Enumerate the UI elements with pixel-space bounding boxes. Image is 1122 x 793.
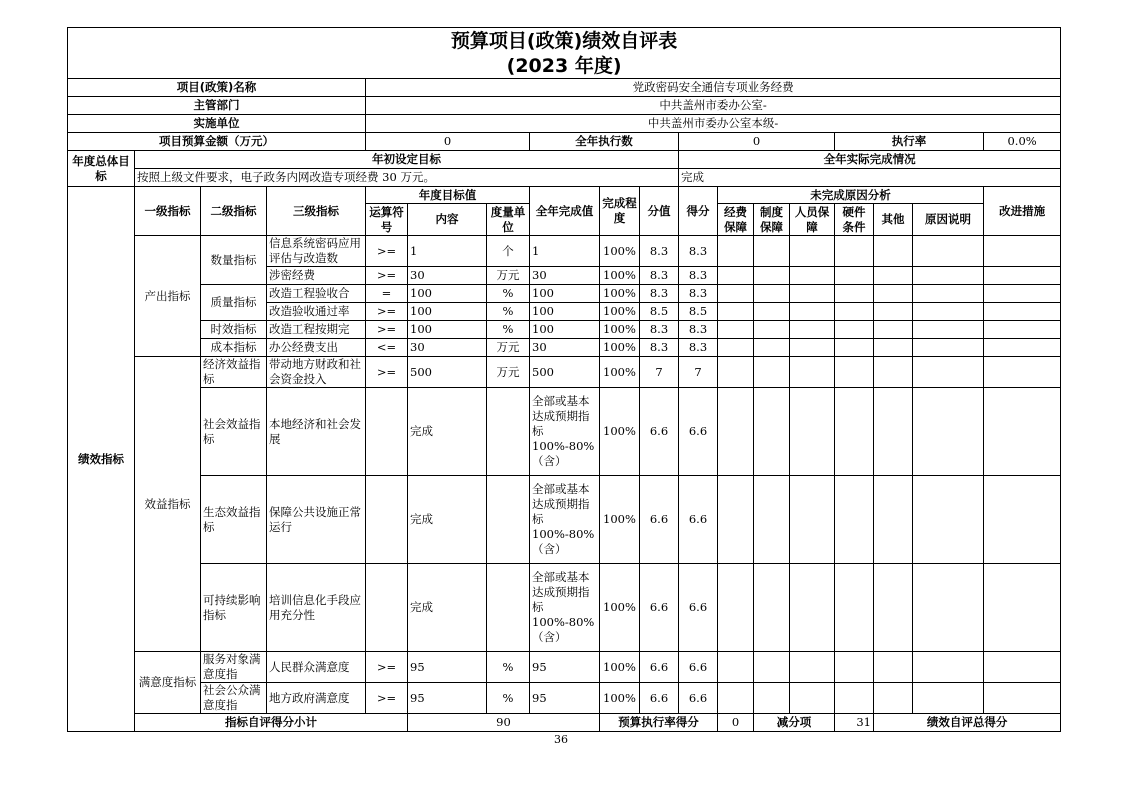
actual-cell: 100 [530, 285, 600, 303]
unit-cell [487, 564, 530, 652]
annual-exec-label: 全年执行数 [530, 133, 679, 151]
actual-goal-text: 完成 [679, 169, 1061, 187]
subtotal-value: 90 [408, 714, 600, 732]
unit-cell: % [487, 285, 530, 303]
header-r-other: 其他 [874, 204, 913, 236]
actual-cell: 100 [530, 321, 600, 339]
unit-cell: % [487, 683, 530, 714]
unit-cell: 个 [487, 236, 530, 267]
actual-cell: 500 [530, 357, 600, 388]
department-label: 主管部门 [68, 97, 366, 115]
degree-cell: 100% [600, 236, 640, 267]
op-cell: >= [366, 321, 408, 339]
value-cell: 8.3 [640, 267, 679, 285]
deduct-label: 减分项 [754, 714, 835, 732]
header-content: 内容 [408, 204, 487, 236]
level3-cell: 信息系统密码应用评估与改造数 [267, 236, 366, 267]
perf-label: 绩效指标 [68, 187, 135, 732]
level2-cell: 服务对象满意度指 [201, 652, 267, 683]
value-cell: 6.6 [640, 683, 679, 714]
budget-label: 项目预算金额（万元） [68, 133, 366, 151]
subtotal-label: 指标自评得分小计 [135, 714, 408, 732]
header-r-system: 制度保障 [754, 204, 790, 236]
degree-cell: 100% [600, 321, 640, 339]
header-r-explain: 原因说明 [913, 204, 984, 236]
score-cell: 8.5 [679, 303, 718, 321]
header-score: 得分 [679, 187, 718, 236]
table-row [68, 683, 1061, 714]
table-row [68, 339, 1061, 357]
actual-cell: 全部或基本达成预期指标100%-80%（含） [530, 388, 600, 476]
value-cell: 8.3 [640, 339, 679, 357]
score-cell: 8.3 [679, 236, 718, 267]
degree-cell: 100% [600, 564, 640, 652]
score-cell: 6.6 [679, 476, 718, 564]
actual-cell: 全部或基本达成预期指标100%-80%（含） [530, 564, 600, 652]
unit-label: 实施单位 [68, 115, 366, 133]
value-cell: 8.3 [640, 321, 679, 339]
group-benefit: 效益指标 [135, 357, 201, 652]
score-cell: 8.3 [679, 321, 718, 339]
table-row [68, 357, 1061, 388]
header-score-value: 分值 [640, 187, 679, 236]
header-level2: 二级指标 [201, 187, 267, 236]
op-cell: >= [366, 303, 408, 321]
degree-cell: 100% [600, 476, 640, 564]
level3-cell: 改造工程验收合 [267, 285, 366, 303]
level2-cell: 时效指标 [201, 321, 267, 339]
table-row [68, 388, 1061, 476]
value-cell: 6.6 [640, 652, 679, 683]
project-name: 党政密码安全通信专项业务经费 [366, 79, 1061, 97]
level3-cell: 涉密经费 [267, 267, 366, 285]
table-row [68, 236, 1061, 267]
score-cell: 6.6 [679, 388, 718, 476]
content-cell: 1 [408, 236, 487, 267]
annual-exec-value: 0 [679, 133, 835, 151]
header-r-funding: 经费保障 [718, 204, 754, 236]
level3-cell: 改造验收通过率 [267, 303, 366, 321]
content-cell: 95 [408, 652, 487, 683]
value-cell: 6.6 [640, 564, 679, 652]
level3-cell: 保障公共设施正常运行 [267, 476, 366, 564]
op-cell: >= [366, 236, 408, 267]
value-cell: 7 [640, 357, 679, 388]
content-cell: 30 [408, 267, 487, 285]
op-cell: >= [366, 357, 408, 388]
unit-cell: 万元 [487, 339, 530, 357]
level2-cell: 社会效益指标 [201, 388, 267, 476]
budget-score-label: 预算执行率得分 [600, 714, 718, 732]
table-row [68, 564, 1061, 652]
page-title: 预算项目(政策)绩效自评表 [68, 28, 1061, 55]
header-degree: 完成程度 [600, 187, 640, 236]
content-cell: 30 [408, 339, 487, 357]
table-row [68, 321, 1061, 339]
actual-cell: 95 [530, 683, 600, 714]
page-subtitle: (2023 年度) [68, 55, 1061, 79]
score-cell: 7 [679, 357, 718, 388]
op-cell: >= [366, 652, 408, 683]
header-r-staff: 人员保障 [790, 204, 835, 236]
table-row [68, 476, 1061, 564]
header-level1: 一级指标 [135, 187, 201, 236]
op-cell [366, 564, 408, 652]
op-cell: >= [366, 683, 408, 714]
level2-cell: 经济效益指标 [201, 357, 267, 388]
level2-cell: 社会公众满意度指 [201, 683, 267, 714]
content-cell: 100 [408, 303, 487, 321]
content-cell: 95 [408, 683, 487, 714]
content-cell: 500 [408, 357, 487, 388]
exec-rate-label: 执行率 [835, 133, 984, 151]
table-row [68, 285, 1061, 303]
level2-cell: 质量指标 [201, 285, 267, 321]
content-cell: 完成 [408, 476, 487, 564]
total-label: 绩效自评总得分 [874, 714, 1061, 732]
level3-cell: 带动地方财政和社会资金投入 [267, 357, 366, 388]
unit: 中共盖州市委办公室本级- [366, 115, 1061, 133]
header-op: 运算符号 [366, 204, 408, 236]
page-number: 36 [554, 733, 568, 746]
level3-cell: 办公经费支出 [267, 339, 366, 357]
budget-score-value: 0 [718, 714, 754, 732]
unit-cell [487, 388, 530, 476]
unit-cell: 万元 [487, 267, 530, 285]
degree-cell: 100% [600, 388, 640, 476]
op-cell [366, 476, 408, 564]
value-cell: 6.6 [640, 476, 679, 564]
header-level3: 三级指标 [267, 187, 366, 236]
degree-cell: 100% [600, 285, 640, 303]
value-cell: 6.6 [640, 388, 679, 476]
value-cell: 8.3 [640, 236, 679, 267]
op-cell: = [366, 285, 408, 303]
level3-cell: 本地经济和社会发展 [267, 388, 366, 476]
level2-cell: 数量指标 [201, 236, 267, 285]
content-cell: 100 [408, 321, 487, 339]
value-cell: 8.5 [640, 303, 679, 321]
unit-cell: 万元 [487, 357, 530, 388]
level2-cell: 成本指标 [201, 339, 267, 357]
score-cell: 6.6 [679, 652, 718, 683]
group-output: 产出指标 [135, 236, 201, 357]
content-cell: 完成 [408, 388, 487, 476]
op-cell [366, 388, 408, 476]
degree-cell: 100% [600, 303, 640, 321]
score-cell: 8.3 [679, 285, 718, 303]
content-cell: 100 [408, 285, 487, 303]
degree-cell: 100% [600, 652, 640, 683]
content-cell: 完成 [408, 564, 487, 652]
level2-cell: 可持续影响指标 [201, 564, 267, 652]
performance-table [67, 27, 1061, 732]
level3-cell: 改造工程按期完 [267, 321, 366, 339]
header-unit: 度量单位 [487, 204, 530, 236]
actual-cell: 100 [530, 303, 600, 321]
score-cell: 8.3 [679, 339, 718, 357]
initial-goal-label: 年初设定目标 [135, 151, 679, 169]
degree-cell: 100% [600, 683, 640, 714]
op-cell: <= [366, 339, 408, 357]
group-satisfaction: 满意度指标 [135, 652, 201, 714]
degree-cell: 100% [600, 339, 640, 357]
actual-cell: 全部或基本达成预期指标100%-80%（含） [530, 476, 600, 564]
deduct-value: 31 [835, 714, 874, 732]
degree-cell: 100% [600, 267, 640, 285]
actual-cell: 30 [530, 267, 600, 285]
level2-cell: 生态效益指标 [201, 476, 267, 564]
actual-cell: 30 [530, 339, 600, 357]
level3-cell: 人民群众满意度 [267, 652, 366, 683]
header-reasons: 未完成原因分析 [718, 187, 984, 204]
annual-goal-label: 年度总体目标 [68, 151, 135, 187]
unit-cell: % [487, 303, 530, 321]
level3-cell: 培训信息化手段应用充分性 [267, 564, 366, 652]
unit-cell: % [487, 321, 530, 339]
department: 中共盖州市委办公室- [366, 97, 1061, 115]
actual-goal-label: 全年实际完成情况 [679, 151, 1061, 169]
header-actual: 全年完成值 [530, 187, 600, 236]
unit-cell: % [487, 652, 530, 683]
actual-cell: 95 [530, 652, 600, 683]
actual-cell: 1 [530, 236, 600, 267]
exec-rate-value: 0.0% [984, 133, 1061, 151]
score-cell: 6.6 [679, 683, 718, 714]
unit-cell [487, 476, 530, 564]
score-cell: 6.6 [679, 564, 718, 652]
initial-goal-text: 按照上级文件要求，电子政务内网改造专项经费 30 万元。 [135, 169, 679, 187]
score-cell: 8.3 [679, 267, 718, 285]
value-cell: 8.3 [640, 285, 679, 303]
header-annual-target: 年度目标值 [366, 187, 530, 204]
budget-value: 0 [366, 133, 530, 151]
project-name-label: 项目(政策)名称 [68, 79, 366, 97]
table-row [68, 652, 1061, 683]
level3-cell: 地方政府满意度 [267, 683, 366, 714]
degree-cell: 100% [600, 357, 640, 388]
header-r-hardware: 硬件条件 [835, 204, 874, 236]
op-cell: >= [366, 267, 408, 285]
header-improve: 改进措施 [984, 187, 1061, 236]
